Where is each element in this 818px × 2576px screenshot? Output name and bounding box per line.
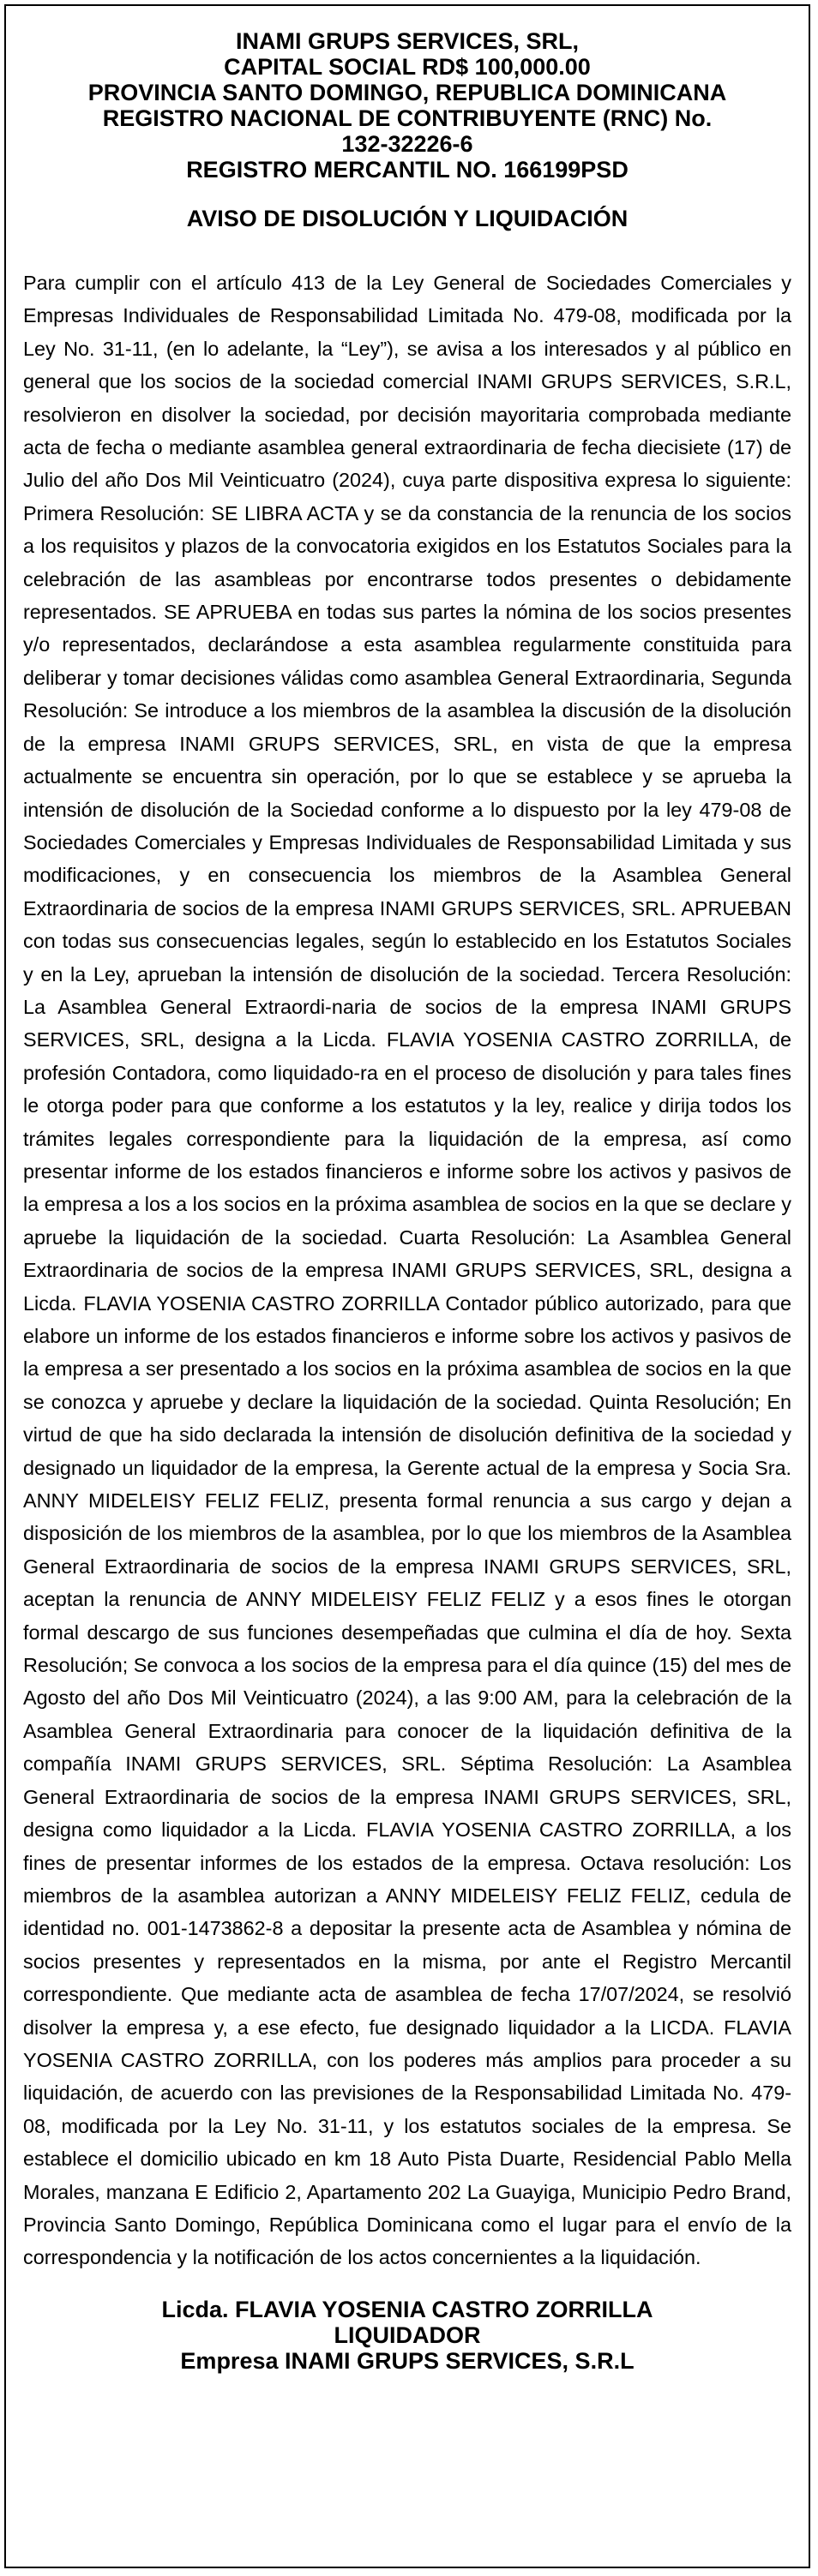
mercantile-registry: REGISTRO MERCANTIL NO. 166199PSD <box>186 157 629 183</box>
notice-body: Para cumplir con el artículo 413 de la Ley General de Sociedades Comerciales y Empresas Individuales de Responsabilidad Limitada No. 479-08, modificada por la Ley No. 31-11, (en lo adelante, la “Ley”), se avisa a los interesados y al público en general que los socios de la sociedad comercial INAMI GRUPS SERVICES, S.R.L, resolvieron en disolver la sociedad, por decisión mayoritaria comprobada mediante acta de fecha o mediante asamblea general extraordinaria de fecha diecisiete (17) de Julio del año Dos Mil Veinticuatro (2024), cuya parte dispositiva expresa lo siguiente: Primera Resolución: SE LIBRA ACTA y se da constancia de la renuncia de los socios a los requisitos y plazos de la convocatoria exigidos en los Estatutos Sociales para la celebración de las asambleas por encontrarse todos presentes o debidamente representados. SE APRUEBA en todas sus partes la nómina de los socios presentes y/o representados, declarándose a esta asamblea regularmente constituida para deliberar y tomar decisiones válidas como asamblea General Extraordinaria, Segunda Resolución: Se introduce a los miembros de la asamblea la discusión de la disolución de la empresa INAMI GRUPS SERVICES, SRL, en vista de que la empresa actualmente se encuentra sin operación, por lo que se establece y se aprueba la intensión de disolución de la Sociedad conforme a lo dispuesto por la ley 479-08 de Sociedades Comerciales y Empresas Individuales de Responsabilidad Limitada y sus modificaciones, y en consecuencia los miembros de la Asamblea General Extraordinaria de socios de la empresa INAMI GRUPS SERVICES, SRL. APRUEBAN con todas sus consecuencias legales, según lo establecido en los Estatutos Sociales y en la Ley, aprueban la intensión de disolución de la sociedad. Tercera Resolución: La Asamblea General Extraordi-naria de socios de la empresa INAMI GRUPS SERVICES, SRL, designa a la Licda. FLAVIA YOSENIA CASTRO ZORRILLA, de profesión Contadora, como liquidado-ra en el proceso de disolución y para tales fines le otorga poder para que conforme a los estatutos y la ley, realice y dirija todos los trámites legales correspondiente para la liquidación de la empresa, así como presentar informe de los estados financieros e informe sobre los activos y pasivos de la empresa a los a los socios en la próxima asamblea de socios en la que se declare y apruebe la liquidación de la sociedad. Cuarta Resolución: La Asamblea General Extraordinaria de socios de la empresa INAMI GRUPS SERVICES, SRL, designa a Licda. FLAVIA YOSENIA CASTRO ZORRILLA Contador público autorizado, para que elabore un informe de los estados financieros e informe sobre los activos y pasivos de la empresa a ser presentado a los socios en la próxima asamblea de socios en la que se conozca y apruebe y declare la liquidación de la sociedad. Quinta Resolución; En virtud de que ha sido declarada la intensión de disolución definitiva de la sociedad y designado un liquidador de la empresa, la Gerente actual de la empresa y Socia Sra. ANNY MIDELEISY FELIZ FELIZ, presenta formal renuncia a sus cargo y dejan a disposición de los miembros de la asamblea, por lo que los miembros de la Asamblea General Extraordinaria de socios de la empresa INAMI GRUPS SERVICES, SRL, aceptan la renuncia de ANNY MIDELEISY FELIZ FELIZ y a esos fines le otorgan formal descargo de sus funciones desempeñadas que culmina el día de hoy. Sexta Resolución; Se convoca a los socios de la empresa para el día quince (15) del mes de Agosto del año Dos Mil Veinticuatro (2024), a las 9:00 AM, para la celebración de la Asamblea General Extraordinaria para conocer de la liquidación definitiva de la compañía INAMI GRUPS SERVICES, SRL. Séptima Resolución: La Asamblea General Extraordinaria de socios de la empresa INAMI GRUPS SERVICES, SRL, designa como liquidador a la Licda. FLAVIA YOSENIA CASTRO ZORRILLA, a los fines de presentar informes de los estados de la empresa. Octava resolución: Los miembros de la asamblea autorizan a ANNY MIDELEISY FELIZ FELIZ, cedula de identidad no. 001-1473862-8 a depositar la presente acta de Asamblea y nómina de socios presentes y representados en la misma, por ante el Registro Mercantil correspondiente. Que mediante acta de asamblea de fecha 17/07/2024, se resolvió disolver la empresa y, a ese efecto, fue designado liquidador a la LICDA. FLAVIA YOSENIA CASTRO ZORRILLA, con los poderes más amplios para proceder a su liquidación, de acuerdo con las previsiones de la Responsabilidad Limitada No. 479-08, modificada por la Ley No. 31-11, y los estatutos sociales de la empresa. Se establece el domicilio ubicado en km 18 Auto Pista Duarte, Residencial Pablo Mella Morales, manzana E Edificio 2, Apartamento 202 La Guayiga, Municipio Pedro Brand, Provincia Santo Domingo, República Dominicana como el lugar para el envío de la correspondencia y la notificación de los actos concernientes a la liquidación. <box>23 272 791 2269</box>
signature-block <box>23 2297 791 2374</box>
company-name: INAMI GRUPS SERVICES, SRL, <box>235 28 580 54</box>
signatory-role: LIQUIDADOR <box>334 2321 481 2348</box>
rnc-number: 132-32226-6 <box>341 131 473 157</box>
rnc-label: REGISTRO NACIONAL DE CONTRIBUYENTE (RNC) No. <box>102 105 713 131</box>
capital-line: CAPITAL SOCIAL RD$ 100,000.00 <box>224 54 591 80</box>
province-line: PROVINCIA SANTO DOMINGO, REPUBLICA DOMINICANA <box>87 80 727 105</box>
signatory-name: Licda. FLAVIA YOSENIA CASTRO ZORRILLA <box>161 2296 653 2322</box>
legal-notice <box>4 4 810 2568</box>
company-header <box>23 28 791 183</box>
signatory-company: Empresa INAMI GRUPS SERVICES, S.R.L <box>180 2347 635 2374</box>
notice-title: AVISO DE DISOLUCIÓN Y LIQUIDACIÓN <box>186 206 629 231</box>
